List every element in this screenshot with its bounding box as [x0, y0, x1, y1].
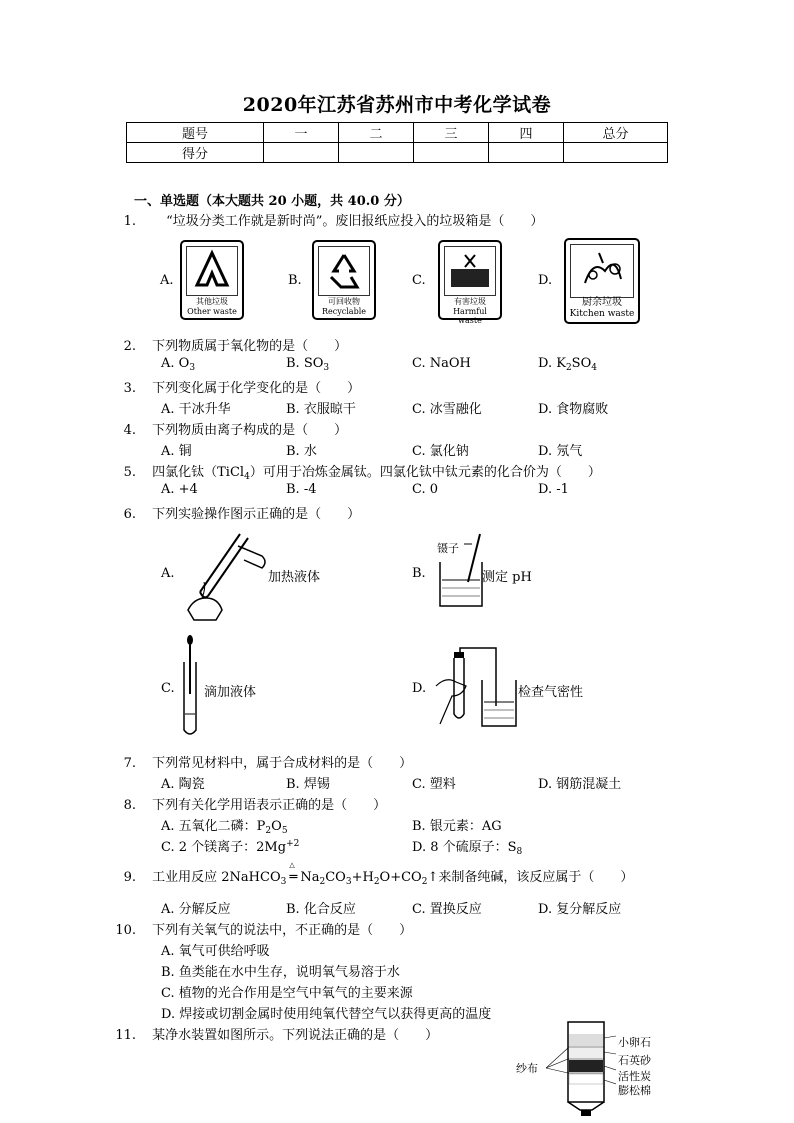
- subscript: 2: [373, 877, 380, 887]
- option-d: [412, 836, 522, 857]
- figure-caption: 滴加液体: [204, 685, 257, 700]
- figure-caption: 检查气密性: [518, 685, 584, 700]
- reaction-condition-arrow: △ ═: [289, 861, 298, 885]
- subscript: 2: [421, 877, 428, 887]
- table-cell: 三: [414, 123, 489, 143]
- stem-text: 四氯化钛（TiCl: [152, 465, 245, 480]
- option-c: C. 0: [412, 482, 439, 497]
- option-c-label: C.: [161, 681, 175, 696]
- stem-text: 工业用反应 2NaHCO: [152, 870, 281, 885]
- gauze-label: 纱布: [516, 1062, 538, 1075]
- question-7: [112, 752, 412, 771]
- question-stem: [152, 861, 634, 887]
- sign-label-cn: 其他垃圾: [196, 297, 228, 306]
- cotton-label: 膨松棉: [618, 1084, 651, 1097]
- option-d: D. 氖气: [538, 444, 583, 459]
- option-b: B. -4: [286, 482, 317, 497]
- question-stem: 下列有关氧气的说法中，不正确的是（ ）: [152, 923, 413, 938]
- question-8: [112, 794, 386, 813]
- dropping-liquid-figure: [178, 634, 202, 738]
- question-stem: 某净水装置如图所示。下列说法正确的是（ ）: [152, 1028, 439, 1043]
- question-number: 2.: [123, 339, 136, 354]
- option-c-label: C.: [412, 273, 426, 288]
- question-3: [112, 377, 360, 396]
- option-a-label: A.: [161, 566, 175, 581]
- question-stem: 下列物质属于氧化物的是（ ）: [152, 339, 348, 354]
- question-number: 8.: [123, 798, 136, 813]
- question-number: 11.: [115, 1028, 136, 1043]
- option-b: B. 化合反应: [286, 902, 356, 917]
- table-cell: 题号: [127, 123, 264, 143]
- subscript: 8: [516, 847, 523, 857]
- question-number: 9.: [123, 870, 136, 885]
- table-cell: [339, 143, 414, 163]
- option-c: C. 植物的光合作用是空气中氧气的主要来源: [161, 986, 413, 1001]
- table-cell: 一: [264, 123, 339, 143]
- question-number: 1.: [123, 214, 136, 229]
- score-table-header-row: [127, 123, 668, 143]
- recycle-triangle-icon: [186, 246, 238, 296]
- question-number: 7.: [123, 756, 136, 771]
- option-a: A. 分解反应: [161, 902, 231, 917]
- option-b: B. 银元素：AG: [412, 819, 502, 834]
- option-b: B. 衣服晾干: [286, 402, 356, 417]
- table-cell: 二: [339, 123, 414, 143]
- option-text: SO: [571, 356, 592, 371]
- battery-icon: [444, 246, 496, 296]
- figure-caption: 测定 pH: [482, 570, 532, 585]
- activated-carbon-label: 活性炭: [618, 1070, 651, 1083]
- question-number: 5.: [123, 465, 136, 480]
- question-11: [112, 1024, 438, 1043]
- heating-symbol: △: [289, 861, 295, 869]
- sign-label-en: Harmful waste: [453, 307, 487, 325]
- question-2: [112, 335, 347, 354]
- question-stem: 下列有关化学用语表示正确的是（ ）: [152, 798, 387, 813]
- option-text: A. 五氧化二磷：P: [161, 819, 266, 834]
- option-d-label: D.: [412, 681, 427, 696]
- subscript: 2: [265, 826, 272, 836]
- recycle-arrows-icon: [318, 246, 370, 296]
- option-d: D. 钢筋混凝土: [538, 777, 622, 792]
- question-number: 6.: [123, 507, 136, 522]
- stem-text: O+CO: [379, 870, 422, 885]
- recyclable-sign: [312, 240, 376, 320]
- quartz-sand-label: 石英砂: [618, 1054, 651, 1067]
- option-a-label: A.: [160, 273, 174, 288]
- option-text: A. O: [161, 356, 190, 371]
- kitchen-waste-sign: [564, 238, 640, 324]
- option-b: [286, 356, 329, 373]
- option-b: B. 水: [286, 444, 317, 459]
- option-text: O: [271, 819, 282, 834]
- option-b: B. 鱼类能在水中生存，说明氧气易溶于水: [161, 965, 400, 980]
- stem-text: ）可用于冶炼金属钛。四氯化钛中钛元素的化合价为（ ）: [249, 465, 601, 480]
- subscript: 4: [591, 363, 597, 373]
- stem-text: +H: [351, 870, 374, 885]
- option-a: [161, 356, 195, 373]
- subscript: 3: [323, 363, 330, 373]
- table-cell: 四: [489, 123, 564, 143]
- question-stem: 下列变化属于化学变化的是（ ）: [152, 381, 361, 396]
- subscript: 5: [281, 826, 288, 836]
- sign-label-en: Kitchen waste: [569, 309, 635, 319]
- option-b-label: B.: [412, 566, 426, 581]
- tweezers-label: 镊子: [437, 542, 459, 555]
- option-a: A. 氧气可供给呼吸: [161, 944, 270, 959]
- option-d: D. -1: [538, 482, 569, 497]
- option-c: C. 氯化钠: [412, 444, 469, 459]
- option-c: C. 置换反应: [412, 902, 482, 917]
- option-a: A. 铜: [161, 444, 192, 459]
- question-stem: 下列物质由离子构成的是（ ）: [152, 423, 348, 438]
- table-cell: 得分: [127, 143, 264, 163]
- water-purifier-figure: [546, 1020, 616, 1120]
- question-4: [112, 419, 347, 438]
- sign-label-en: Other waste: [187, 307, 237, 316]
- option-a: [161, 815, 288, 836]
- stem-text: Na: [300, 870, 320, 885]
- stem-text: ↑来制备纯碱，该反应属于（ ）: [427, 870, 634, 885]
- superscript: +2: [286, 839, 300, 849]
- sign-label-cn: 厨余垃圾: [582, 297, 622, 308]
- airtightness-check-figure: [432, 646, 518, 728]
- pebble-label: 小卵石: [618, 1036, 651, 1049]
- subscript: 3: [345, 877, 352, 887]
- table-cell: [264, 143, 339, 163]
- question-stem: “垃圾分类工作就是新时尚”。废旧报纸应投入的垃圾箱是（ ）: [166, 214, 544, 229]
- option-d: D. 复分解反应: [538, 902, 622, 917]
- exam-title: 2020年江苏省苏州市中考化学试卷: [242, 94, 552, 116]
- option-text: D. K: [538, 356, 566, 371]
- question-1: [112, 210, 543, 229]
- option-c: C. 塑料: [412, 777, 456, 792]
- option-a: A. 干冰升华: [161, 402, 231, 417]
- sign-label-cn: 可回收物: [328, 297, 360, 306]
- section-heading: 一、单选题（本大题共 20 小题，共 40.0 分）: [134, 194, 410, 209]
- ph-test-figure: [436, 532, 486, 610]
- question-9: [112, 861, 634, 887]
- option-c: [161, 836, 299, 855]
- question-stem: [152, 465, 601, 480]
- subscript: 2: [319, 877, 326, 887]
- option-c: C. NaOH: [412, 356, 471, 371]
- option-d: D. 焊接或切割金属时使用纯氧代替空气以获得更高的温度: [161, 1007, 492, 1022]
- score-table: [126, 122, 668, 163]
- question-10: [112, 919, 412, 938]
- subscript: 2: [565, 363, 572, 373]
- option-a: A. +4: [161, 482, 198, 497]
- option-text: C. 2 个镁离子：2Mg: [161, 840, 287, 855]
- option-d-label: D.: [538, 273, 553, 288]
- subscript: 4: [244, 472, 250, 482]
- score-table-score-row: [127, 143, 668, 163]
- table-cell: 总分: [564, 123, 668, 143]
- question-number: 10.: [115, 923, 136, 938]
- question-number: 4.: [123, 423, 136, 438]
- option-b-label: B.: [288, 273, 302, 288]
- question-6: [112, 503, 360, 522]
- subscript: 3: [280, 877, 287, 887]
- table-cell: [489, 143, 564, 163]
- subscript: 3: [189, 363, 196, 373]
- option-text: D. 8 个硫原子：S: [412, 840, 517, 855]
- figure-caption: 加热液体: [268, 570, 321, 585]
- option-d: D. 食物腐败: [538, 402, 609, 417]
- food-scraps-icon: [570, 244, 634, 298]
- option-d: [538, 356, 597, 373]
- option-text: B. SO: [286, 356, 324, 371]
- question-5: [112, 461, 601, 482]
- option-a: A. 陶瓷: [161, 777, 205, 792]
- heating-liquid-figure: [178, 526, 274, 622]
- harmful-waste-sign: [438, 240, 502, 325]
- stem-text: CO: [325, 870, 346, 885]
- sign-label-en: Recyclable: [322, 307, 366, 316]
- question-stem: 下列常见材料中，属于合成材料的是（ ）: [152, 756, 413, 771]
- other-waste-sign: [180, 240, 244, 320]
- question-stem: 下列实验操作图示正确的是（ ）: [152, 507, 361, 522]
- option-b: B. 焊锡: [286, 777, 330, 792]
- sign-label-cn: 有害垃圾: [454, 297, 486, 306]
- table-cell: [564, 143, 668, 163]
- table-cell: [414, 143, 489, 163]
- option-c: C. 冰雪融化: [412, 402, 482, 417]
- question-number: 3.: [123, 381, 136, 396]
